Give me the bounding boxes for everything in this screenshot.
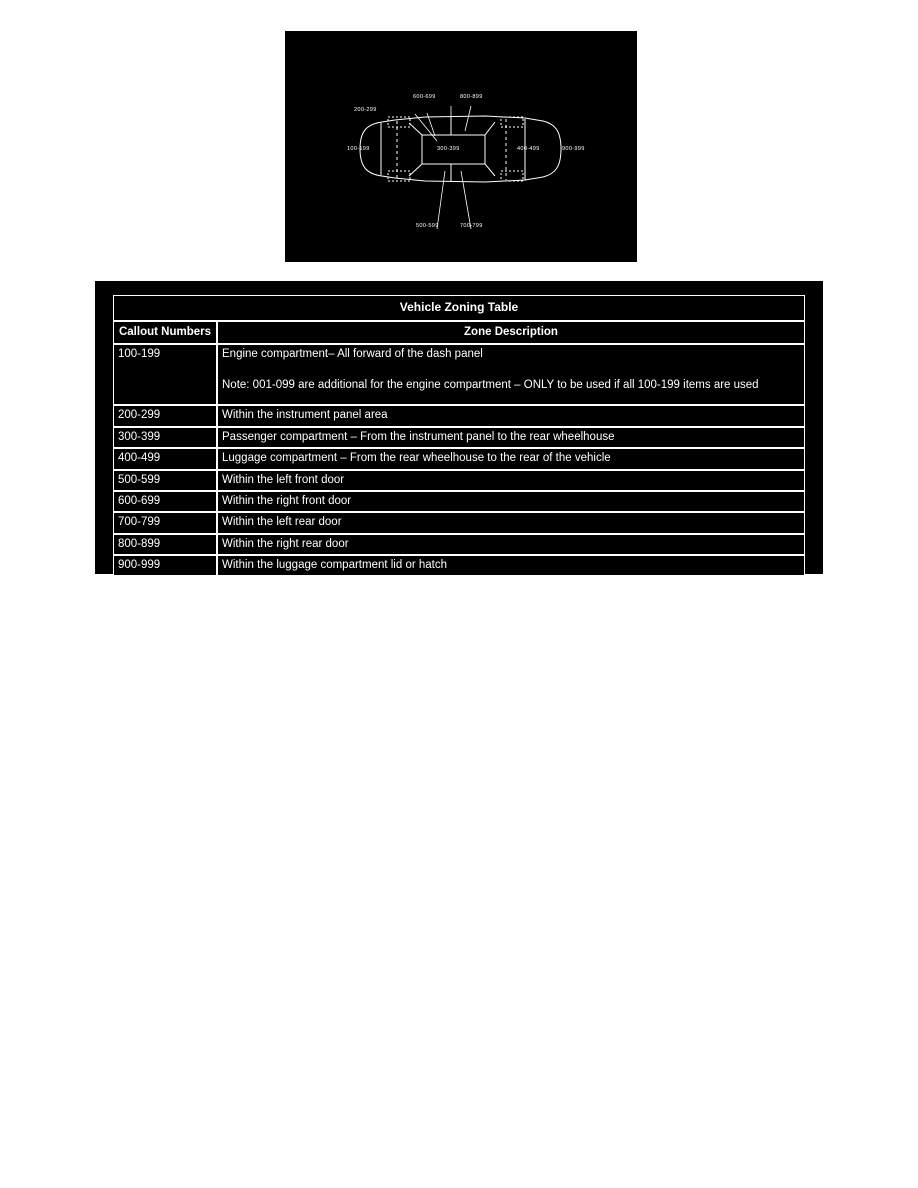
cell-callout: 200-299 [113, 405, 217, 426]
cell-description: Within the luggage compartment lid or hatch [217, 555, 805, 576]
table-row [113, 470, 805, 491]
callout-100-199: 100-199 [347, 146, 370, 152]
vehicle-top-view-diagram [285, 31, 637, 262]
vehicle-zoning-figure [285, 31, 637, 262]
cell-description: Within the instrument panel area [217, 405, 805, 426]
table-row [113, 344, 805, 405]
cell-callout: 500-599 [113, 470, 217, 491]
callout-300-399: 300-399 [437, 146, 460, 152]
cell-description: Within the left rear door [217, 512, 805, 533]
table-row [113, 534, 805, 555]
callout-500-599: 500-599 [416, 223, 439, 229]
table-row [113, 555, 805, 576]
table-row [113, 405, 805, 426]
cell-callout: 900-999 [113, 555, 217, 576]
cell-callout: 600-699 [113, 491, 217, 512]
cell-callout: 400-499 [113, 448, 217, 469]
cell-description: Within the left front door [217, 470, 805, 491]
vehicle-zoning-table-panel [95, 281, 823, 574]
cell-callout: 300-399 [113, 427, 217, 448]
callout-900-999: 900-999 [562, 146, 585, 152]
cell-description: Within the right front door [217, 491, 805, 512]
callout-600-699: 600-699 [413, 94, 436, 100]
vehicle-zoning-table [113, 295, 805, 576]
callout-400-499: 400-499 [517, 146, 540, 152]
callout-200-299: 200-299 [354, 107, 377, 113]
cell-callout: 100-199 [113, 344, 217, 405]
table-title: Vehicle Zoning Table [113, 295, 805, 321]
cell-callout: 700-799 [113, 512, 217, 533]
callout-700-799: 700-799 [460, 223, 483, 229]
callout-800-899: 800-899 [460, 94, 483, 100]
header-zone-description: Zone Description [217, 321, 805, 344]
cell-description [217, 344, 805, 405]
cell-description: Passenger compartment – From the instrument panel to the rear wheelhouse [217, 427, 805, 448]
table-row [113, 512, 805, 533]
description-text: Engine compartment– All forward of the dash panel [222, 348, 483, 361]
cell-description: Within the right rear door [217, 534, 805, 555]
table-row [113, 491, 805, 512]
table-row [113, 427, 805, 448]
table-title-row [113, 295, 805, 321]
table-header-row [113, 321, 805, 344]
cell-callout: 800-899 [113, 534, 217, 555]
cell-description: Luggage compartment – From the rear wheelhouse to the rear of the vehicle [217, 448, 805, 469]
header-callout-numbers: Callout Numbers [113, 321, 217, 344]
description-note: Note: 001-099 are additional for the engine compartment – ONLY to be used if all 100-199 items are used [222, 378, 759, 391]
table-row [113, 448, 805, 469]
